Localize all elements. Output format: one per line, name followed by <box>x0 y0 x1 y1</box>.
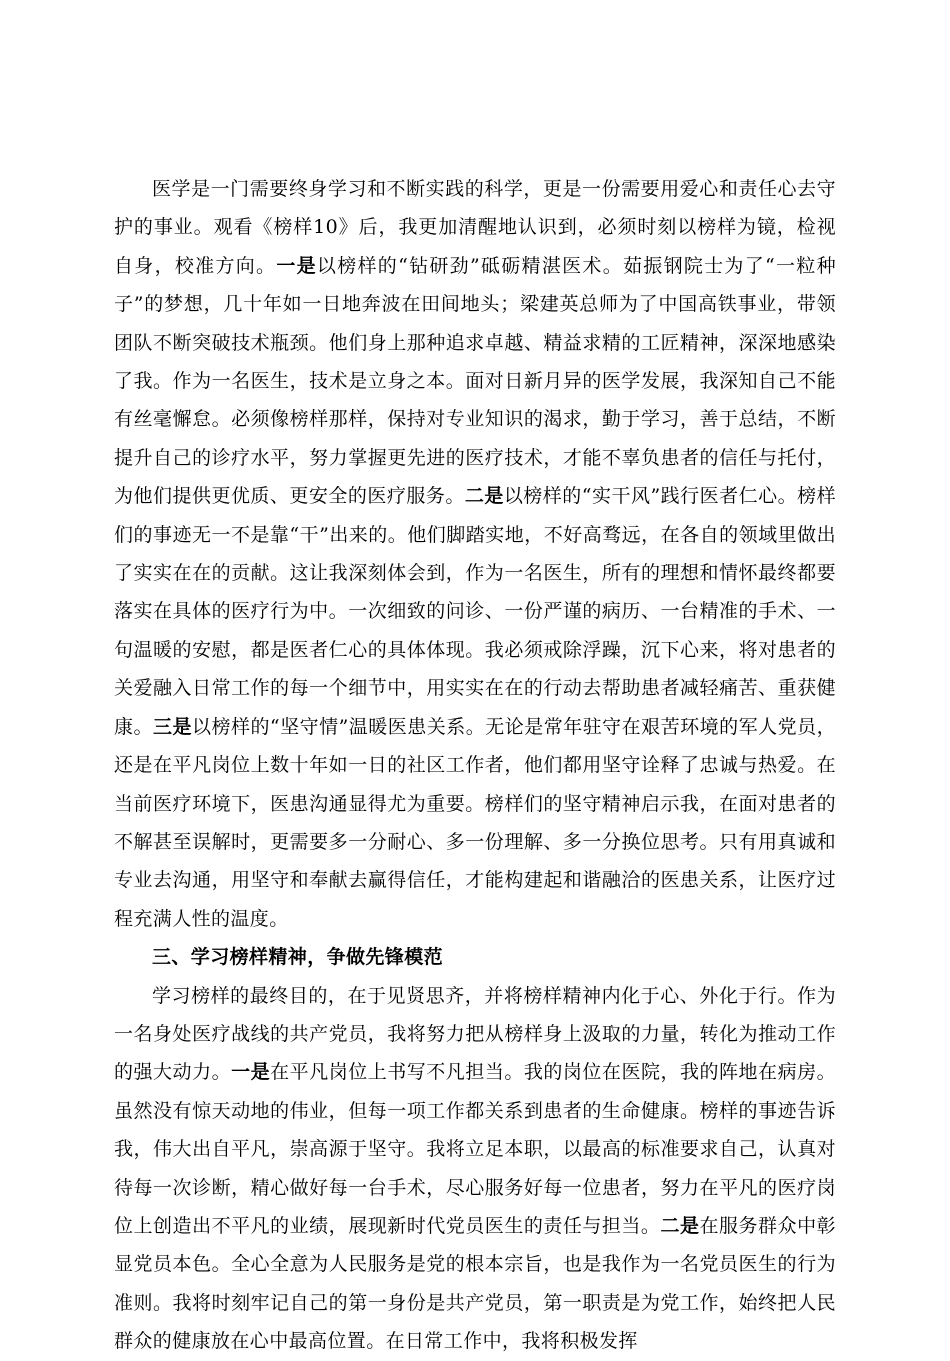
bold-marker-first: 一是 <box>231 1061 271 1084</box>
body-paragraph <box>114 170 836 938</box>
section-heading: 三、学习榜样精神，争做先锋模范 <box>152 946 444 969</box>
paragraph-text: 学习榜样的最终目的，在于见贤思齐，并将榜样精神内化于心、外化于行。作为一名身处医疗战线的共产党员，我将努力把从榜样身上汲取的力量，转化为推动工作的强大动力。 <box>114 984 836 1084</box>
paragraph-text: 在服务群众中彰显党员本色。全心全意为人民服务是党的根本宗旨，也是我作为一名党员医生的行为准则。我将时刻牢记自己的第一身份是共产党员，第一职责是为党工作，始终把人民群众的健康放在心中最高位置。在日常工作中，我将积极发挥 <box>114 1214 836 1353</box>
bold-marker-second: 二是 <box>464 485 504 508</box>
bold-marker-third: 三是 <box>152 715 192 738</box>
bold-marker-second: 二是 <box>660 1214 700 1237</box>
body-paragraph <box>114 977 836 1361</box>
paragraph-text: 以榜样的“坚守情”温暖医患关系。无论是常年驻守在艰苦环境的军人党员，还是在平凡岗位上数十年如一日的社区工作者，他们都用坚守诠释了忠诚与热爱。在当前医疗环境下，医患沟通显得尤为重要。榜样们的坚守精神启示我，在面对患者的不解甚至误解时，更需要多一分耐心、多一份理解、多一分换位思考。只有用真诚和专业去沟通，用坚守和奉献去赢得信任，才能构建起和谐融洽的医患关系，让医疗过程充满人性的温度。 <box>114 715 836 930</box>
paragraph-text: 医学是一门需要终身学习和不断实践的科学，更是一份需要用爱心和责任心去守护的事业。观看《榜样10》后，我更加清醒地认识到，必须时刻以榜样为镜，检视自身，校准方向。 <box>114 178 836 277</box>
document-page <box>114 170 836 1361</box>
paragraph-text: 以榜样的“钻研劲”砥砺精湛医术。茹振钢院士为了“一粒种子”的梦想，几十年如一日地奔波在田间地头；梁建英总师为了中国高铁事业，带领团队不断突破技术瓶颈。他们身上那种追求卓越、精益求精的工匠精神，深深地感染了我。作为一名医生，技术是立身之本。面对日新月异的医学发展，我深知自己不能有丝毫懈怠。必须像榜样那样，保持对专业知识的渴求，勤于学习，善于总结，不断提升自己的诊疗水平，努力掌握更先进的医疗技术，才能不辜负患者的信任与托付，为他们提供更优质、更安全的医疗服务。 <box>114 254 836 508</box>
bold-marker-first: 一是 <box>276 254 317 277</box>
paragraph-text: 在平凡岗位上书写不凡担当。我的岗位在医院，我的阵地在病房。虽然没有惊天动地的伟业，但每一项工作都关系到患者的生命健康。榜样的事迹告诉我，伟大出自平凡，崇高源于坚守。我将立足本职，以最高的标准要求自己，认真对待每一次诊断，精心做好每一台手术，尽心服务好每一位患者，努力在平凡的医疗岗位上创造出不平凡的业绩，展现新时代党员医生的责任与担当。 <box>114 1061 837 1237</box>
paragraph-text: 以榜样的“实干风”践行医者仁心。榜样们的事迹无一不是靠“干”出来的。他们脚踏实地，不好高骛远，在各自的领域里做出了实实在在的贡献。这让我深刻体会到，作为一名医生，所有的理想和情怀最终都要落实在具体的医疗行为中。一次细致的问诊、一份严谨的病历、一台精准的手术、一句温暖的安慰，都是医者仁心的具体体现。我必须戒除浮躁，沉下心来，将对患者的关爱融入日常工作的每一个细节中，用实实在在的行动去帮助患者减轻痛苦、重获健康。 <box>114 485 836 738</box>
